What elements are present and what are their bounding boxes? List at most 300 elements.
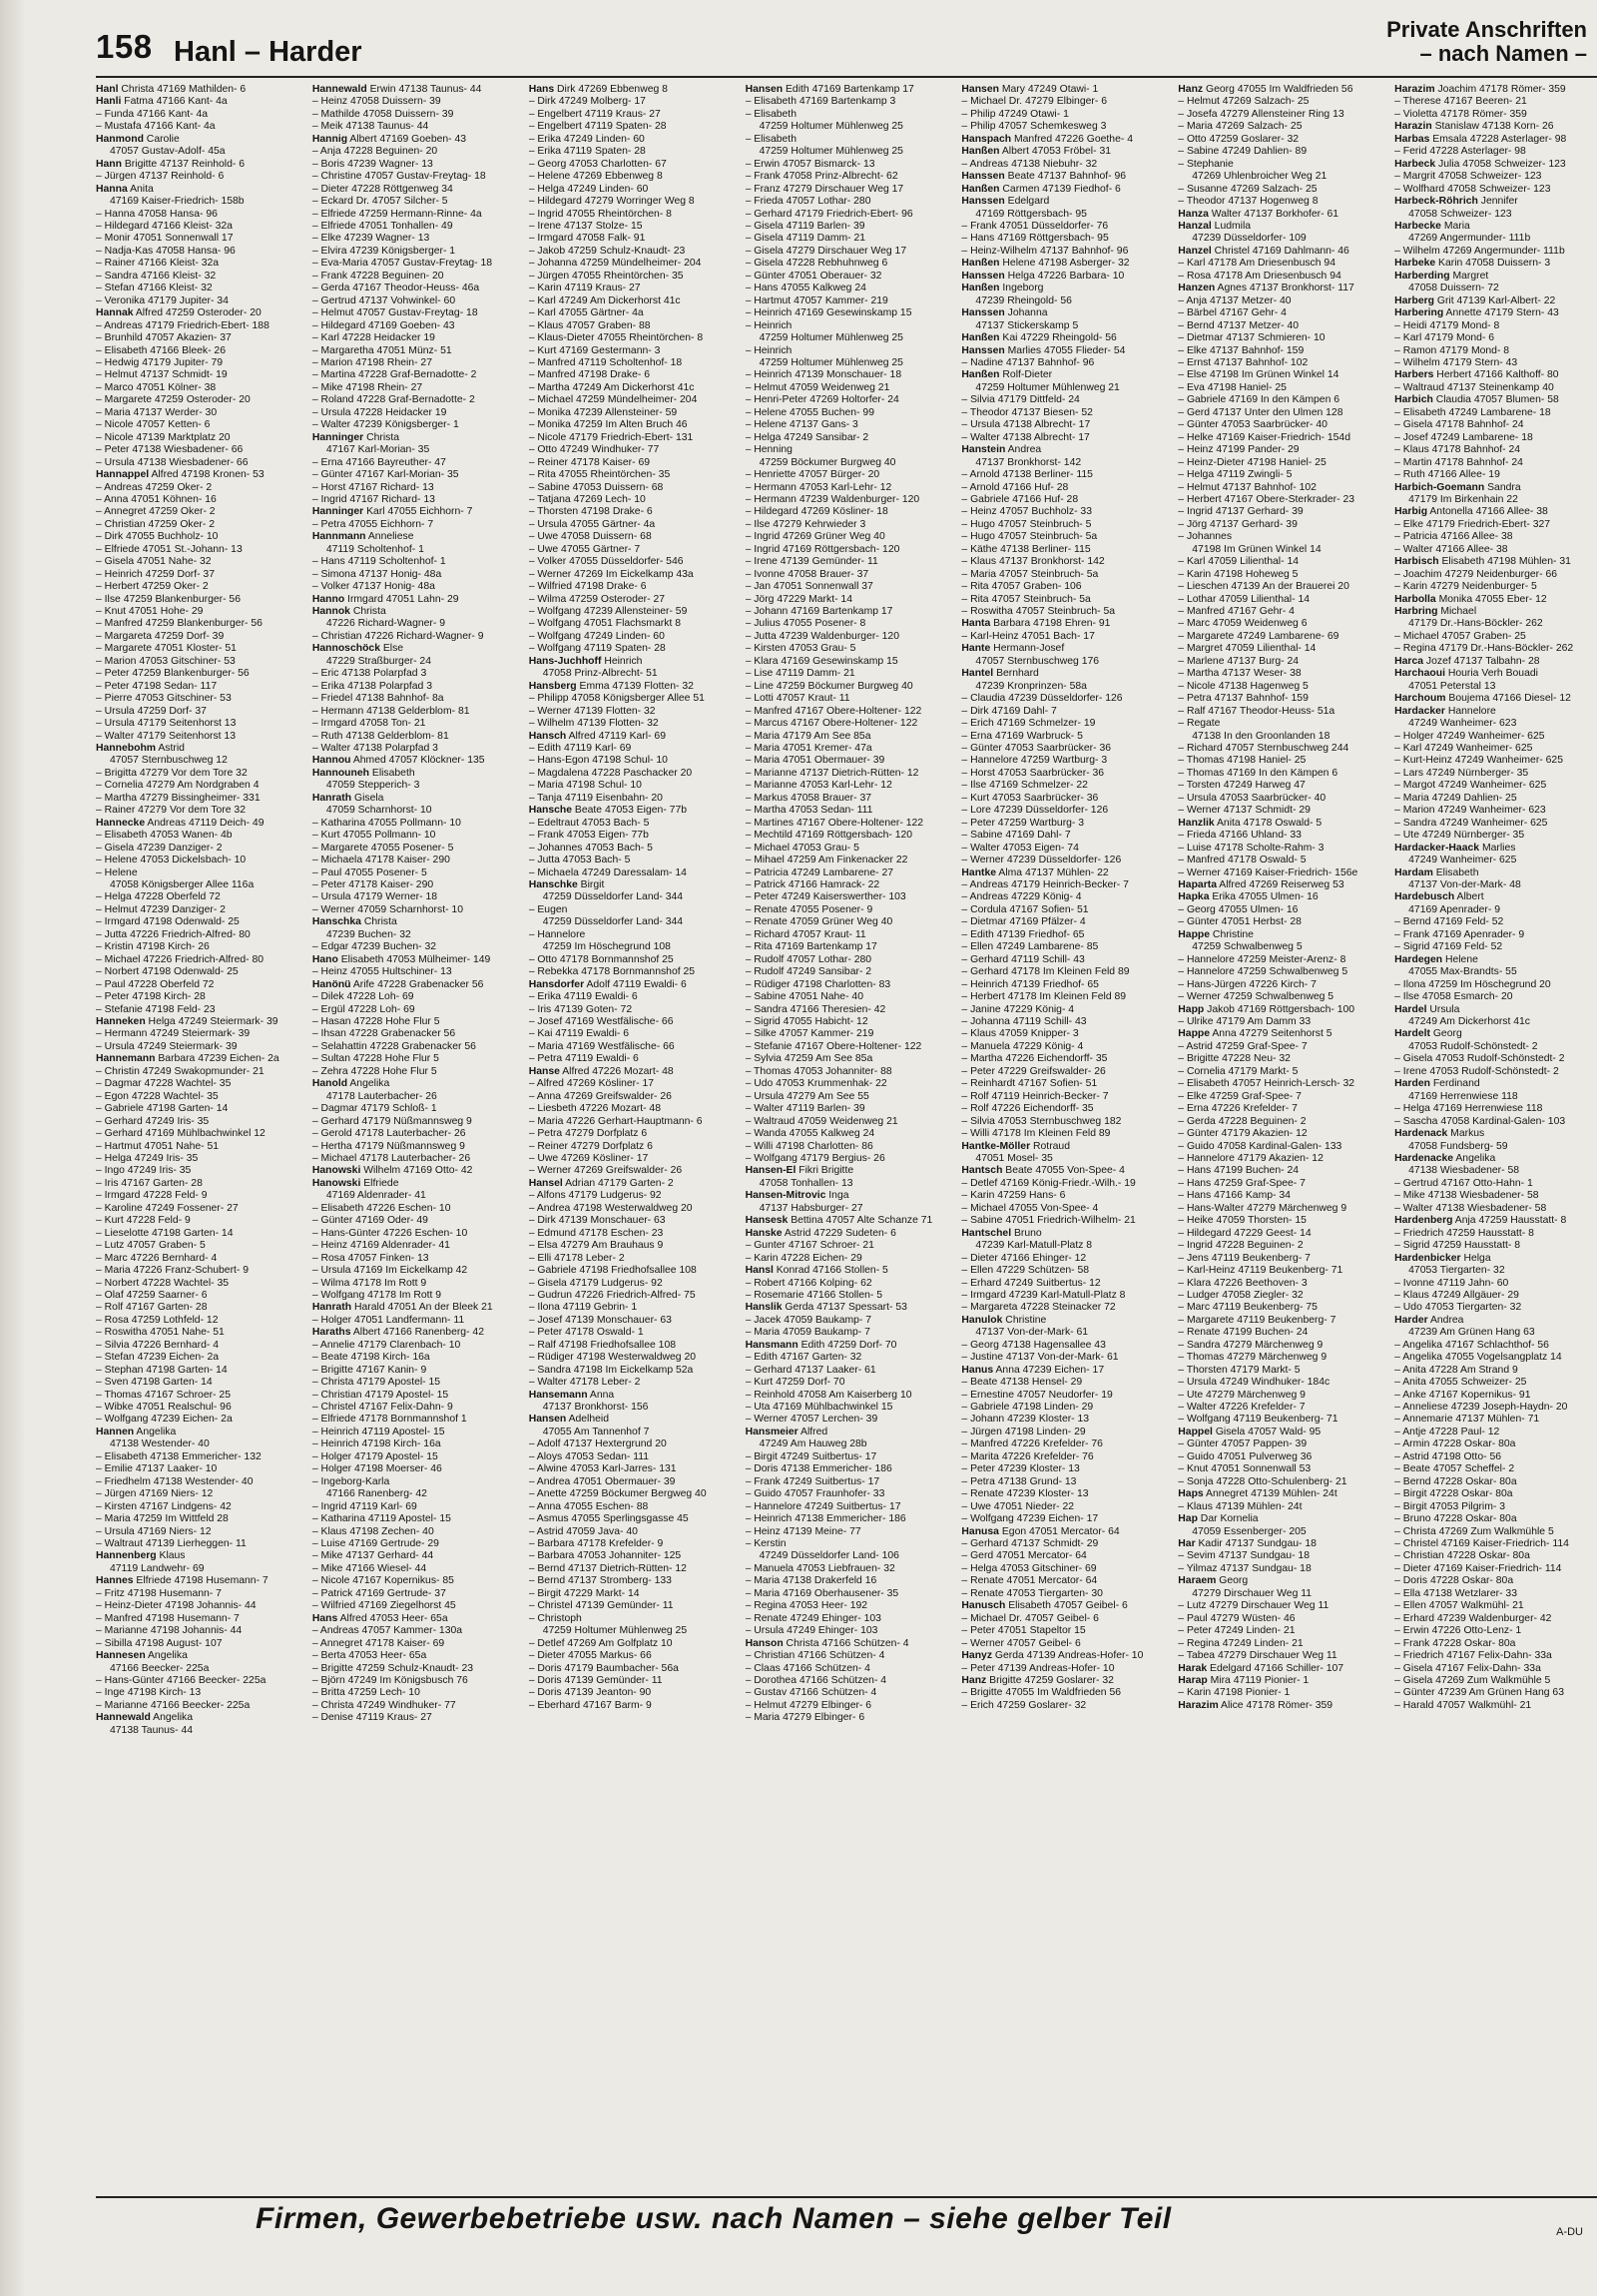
directory-entry: – Elisabeth 47138 Emmericher- 132 xyxy=(96,1450,262,1462)
directory-entry: – Karl 47059 Lilienthal- 14 xyxy=(1178,556,1300,568)
directory-entry: 47249 Am Dickerhorst 41c xyxy=(1408,1015,1531,1027)
directory-entry: – Stephan 47198 Garten- 14 xyxy=(96,1364,228,1376)
directory-entry: – Holger 47198 Moerser- 46 xyxy=(311,1463,442,1475)
directory-entry: Hanneken Helga 47249 Steiermark- 39 xyxy=(96,1015,278,1027)
directory-entry: – Christa 47249 Windhuker- 77 xyxy=(311,1699,456,1711)
directory-entry: Hanowski Wilhelm 47169 Otto- 42 xyxy=(311,1165,473,1177)
directory-entry: Harder Andrea xyxy=(1394,1314,1464,1326)
directory-entry: – Heidi 47179 Mond- 8 xyxy=(1394,319,1500,331)
directory-entry: 47059 Scharnhorst- 10 xyxy=(325,805,432,817)
directory-entry: – Petra 47055 Eichhorn- 7 xyxy=(311,518,434,530)
directory-entry: – Elli 47178 Leber- 2 xyxy=(528,1252,625,1264)
directory-entry: 47259 Schwalbenweg 5 xyxy=(1192,941,1303,953)
directory-entry: – Holger 47051 Landfermann- 11 xyxy=(311,1314,465,1326)
directory-entry: – Erich 47259 Goslarer- 32 xyxy=(961,1699,1087,1711)
directory-entry: – Michael 47055 Von-Spee- 4 xyxy=(961,1202,1099,1214)
directory-entry: Hansel Adrian 47179 Garten- 2 xyxy=(528,1177,674,1189)
directory-entry: 47058 Duissern- 72 xyxy=(1408,283,1499,294)
page-footer xyxy=(96,2196,1597,2246)
directory-entry: – Thorsten 47198 Drake- 6 xyxy=(528,506,653,518)
directory-entry: – Margareta 47259 Dorf- 39 xyxy=(96,630,225,642)
directory-entry: 47057 Sternbuschweg 12 xyxy=(110,755,228,767)
directory-entry: – Günter 47053 Saarbrücker- 36 xyxy=(961,743,1112,755)
directory-entry: – Christine 47057 Gustav-Freytag- 18 xyxy=(311,171,486,183)
directory-entry: – Simona 47137 Honig- 48a xyxy=(311,568,442,580)
directory-entry: 47249 Am Hauweg 28b xyxy=(759,1438,867,1450)
directory-entry: – Werner 47139 Flotten- 32 xyxy=(528,705,656,717)
directory-entry: – Dietmar 47169 Pfälzer- 4 xyxy=(961,916,1086,928)
directory-entry: Harbers Herbert 47166 Kalthoff- 80 xyxy=(1394,369,1559,381)
directory-entry: – Thorsten 47179 Markt- 5 xyxy=(1178,1364,1301,1376)
directory-column xyxy=(746,84,948,2185)
directory-entry: Harbas Emsala 47228 Asterlager- 98 xyxy=(1394,133,1567,145)
directory-entry: Harbering Annette 47179 Stern- 43 xyxy=(1394,307,1559,319)
footer-code: A-DU xyxy=(1556,2226,1583,2238)
directory-entry: Hanli Fatma 47166 Kant- 4a xyxy=(96,96,228,108)
directory-entry: Hannok Christa xyxy=(311,606,386,618)
directory-entry: – Günter 47169 Oder- 49 xyxy=(311,1215,428,1227)
directory-entry: Hanyz Gerda 47139 Andreas-Hofer- 10 xyxy=(961,1650,1144,1662)
directory-entry: – Manuela 47229 König- 4 xyxy=(961,1040,1084,1052)
directory-entry: – Christian 47228 Oskar- 80a xyxy=(1394,1550,1530,1562)
directory-entry: – Patrick 47166 Hamrack- 22 xyxy=(745,879,880,890)
directory-entry: – Irene 47139 Gemünder- 11 xyxy=(745,556,878,568)
directory-entry: – Irmgard 47239 Karl-Matull-Platz 8 xyxy=(961,1289,1126,1301)
directory-entry: Hannes Elfriede 47198 Husemann- 7 xyxy=(96,1575,268,1587)
directory-entry: – Werner 47239 Düsseldorfer- 126 xyxy=(961,855,1122,866)
directory-entry: – Knut 47051 Sonnenwall 53 xyxy=(1178,1463,1312,1475)
directory-entry: – Ingrid 47269 Grüner Weg 40 xyxy=(745,531,885,543)
directory-entry: – Ilona 47119 Gebrin- 1 xyxy=(528,1302,638,1314)
directory-entry: – Christoph xyxy=(528,1612,582,1624)
directory-entry: – Regina 47053 Heer- 192 xyxy=(745,1600,868,1612)
directory-entry: – Ursula 47259 Dorf- 37 xyxy=(96,705,207,717)
directory-entry: 47249 Wanheimer- 625 xyxy=(1408,855,1517,866)
directory-entry: – Rita 47057 Steinbruch- 5a xyxy=(961,593,1091,605)
directory-entry: Harbeke Karin 47058 Duissern- 3 xyxy=(1394,258,1551,270)
directory-entry: – Wolfgang 47051 Flachsmarkt 8 xyxy=(528,618,681,630)
directory-entry: – Horst 47053 Saarbrücker- 36 xyxy=(961,767,1105,779)
directory-entry: – Georg 47053 Charlotten- 67 xyxy=(528,158,667,170)
directory-entry: Harberding Margret xyxy=(1394,270,1489,282)
directory-entry: – Peter 47259 Wartburg- 3 xyxy=(961,817,1085,829)
directory-entry: – Gabriele 47198 Friedhofsallee 108 xyxy=(528,1265,697,1277)
directory-entry: 47178 Lauterbacher- 26 xyxy=(325,1090,437,1102)
directory-entry: 47239 Buchen- 32 xyxy=(325,928,411,940)
directory-entry: 47239 Rheingold- 56 xyxy=(975,294,1072,306)
directory-entry: 47259 Düsseldorfer Land- 344 xyxy=(542,891,684,903)
directory-entry: – Denise 47119 Kraus- 27 xyxy=(311,1712,432,1724)
directory-entry: Hans-Juchhoff Heinrich xyxy=(528,655,643,667)
directory-entry: – Richard 47057 Sternbuschweg 244 xyxy=(1178,743,1349,755)
directory-entry: – Martha 47279 Bissingheimer- 331 xyxy=(96,792,261,804)
directory-entry: Hanulok Christine xyxy=(961,1314,1047,1326)
directory-columns xyxy=(96,84,1597,2185)
directory-entry: – Hans-Günter 47226 Eschen- 10 xyxy=(311,1227,468,1239)
directory-entry: Hannewald Angelika xyxy=(96,1712,194,1724)
directory-entry: – Christian 47226 Richard-Wagner- 9 xyxy=(311,630,484,642)
directory-entry: – Günter 47167 Karl-Morian- 35 xyxy=(311,469,459,481)
directory-entry: – Eugen xyxy=(528,903,568,915)
directory-entry: Hanus Anna 47239 Eichen- 17 xyxy=(961,1364,1105,1376)
directory-entry: 47166 Ranenberg- 42 xyxy=(325,1488,427,1500)
directory-entry: Hanninger Karl 47055 Eichhorn- 7 xyxy=(311,506,473,518)
directory-entry: – Julius 47055 Posener- 8 xyxy=(745,618,866,630)
directory-entry: – Gisela 47167 Felix-Dahn- 33a xyxy=(1394,1662,1541,1674)
directory-entry: – Werner 47259 Schwalbenweg 5 xyxy=(1178,991,1334,1003)
directory-entry: – Lore 47239 Düsseldorfer- 126 xyxy=(961,805,1109,817)
directory-entry: – Hannelore 47249 Suitbertus- 17 xyxy=(745,1500,901,1512)
directory-entry: – Kirsten 47053 Grau- 5 xyxy=(745,643,856,655)
directory-entry: Hann Brigitte 47137 Reinhold- 6 xyxy=(96,158,246,170)
directory-entry: – Jürgen 47169 Niers- 12 xyxy=(96,1488,214,1500)
directory-entry: – Birgit 47053 Pilgrim- 3 xyxy=(1394,1500,1506,1512)
directory-entry: – Gertrud 47137 Vohwinkel- 60 xyxy=(311,294,456,306)
directory-entry: – Manfred 47167 Obere-Holtener- 122 xyxy=(745,705,922,717)
directory-entry: 47169 Aldenrader- 41 xyxy=(325,1190,426,1202)
directory-entry: – Philip 47249 Otawi- 1 xyxy=(961,108,1069,120)
directory-entry: – Claudia 47239 Düsseldorfer- 126 xyxy=(961,693,1123,705)
directory-entry: – Emilie 47137 Laaker- 10 xyxy=(96,1463,218,1475)
directory-entry: Hannmann Anneliese xyxy=(311,531,414,543)
directory-entry: – Ellen 47229 Schützen- 58 xyxy=(961,1265,1090,1277)
directory-entry: – Elfriede 47051 St.-Johann- 13 xyxy=(96,543,243,555)
directory-entry: – Michaela 47249 Daressalam- 14 xyxy=(528,866,687,878)
directory-entry: – Reiner 47279 Dorfplatz 6 xyxy=(528,1140,653,1152)
directory-entry: – Karin 47259 Hans- 6 xyxy=(961,1190,1066,1202)
directory-entry: – Elke 47259 Graf-Spee- 7 xyxy=(1178,1090,1302,1102)
directory-entry: – Ingo 47249 Iris- 35 xyxy=(96,1165,192,1177)
directory-entry: – Klaus 47137 Bronkhorst- 142 xyxy=(961,556,1105,568)
directory-entry: – Andreas 47057 Kammer- 130a xyxy=(311,1625,463,1637)
directory-entry: – Henri-Peter 47269 Holtorfer- 24 xyxy=(745,394,899,406)
directory-entry: – Ilona 47259 Im Höschegrund 20 xyxy=(1394,978,1551,990)
directory-entry: – Christa 47269 Zum Walkmühle 5 xyxy=(1394,1525,1554,1537)
directory-entry: Harchaoui Houria Verh Bouadi xyxy=(1394,668,1538,680)
directory-entry: – Wilfried 47169 Ziegelhorst 45 xyxy=(311,1600,456,1612)
directory-entry: – Bernd 47228 Oskar- 80a xyxy=(1394,1475,1517,1487)
directory-entry: – Maria 47059 Baukamp- 7 xyxy=(745,1327,870,1339)
directory-entry: Hanssen Johanna xyxy=(961,307,1048,319)
directory-entry: – Thomas 47279 Märchenweg 9 xyxy=(1178,1352,1328,1364)
directory-entry: – Maria 47051 Kremer- 47a xyxy=(745,743,872,755)
directory-entry: – Jörg 47229 Markt- 14 xyxy=(745,593,852,605)
directory-entry: – Marianne 47166 Beecker- 225a xyxy=(96,1699,251,1711)
directory-entry: – Hans 47259 Graf-Spee- 7 xyxy=(1178,1177,1306,1189)
directory-entry: – Ursula 47055 Gärtner- 4a xyxy=(528,518,656,530)
directory-entry: – Renate 47199 Buchen- 24 xyxy=(1178,1327,1309,1339)
header-rule xyxy=(96,76,1597,78)
directory-entry: – Edeltraut 47053 Bach- 5 xyxy=(528,817,650,829)
directory-entry: – Maria 47057 Steinbruch- 5a xyxy=(961,568,1099,580)
directory-entry: – Ursula 47138 Albrecht- 17 xyxy=(961,419,1091,431)
directory-entry: – Hildegard 47279 Worringer Weg 8 xyxy=(528,196,695,208)
directory-entry: – Roswitha 47057 Steinbruch- 5a xyxy=(961,606,1116,618)
directory-entry: 47051 Mosel- 35 xyxy=(975,1152,1053,1164)
directory-entry: – Walter 47138 Wiesbadener- 58 xyxy=(1394,1202,1547,1214)
directory-entry: – Klaus 47198 Zechen- 40 xyxy=(311,1525,434,1537)
directory-entry: 47239 Kronprinzen- 58a xyxy=(975,680,1087,692)
directory-entry: – Helke 47169 Kaiser-Friedrich- 154d xyxy=(1178,431,1350,443)
directory-entry: – Klaus 47139 Mühlen- 24t xyxy=(1178,1500,1303,1512)
directory-entry: 47259 Holtumer Mühlenweg 25 xyxy=(759,121,903,133)
directory-column xyxy=(1394,84,1597,2185)
directory-entry: – Martha 47053 Sedan- 111 xyxy=(745,805,873,817)
directory-entry: – Peter 47051 Stapeltor 15 xyxy=(961,1625,1086,1637)
directory-entry: – Heinrich 47139 Friedhof- 65 xyxy=(961,978,1099,990)
directory-entry: – Kurt-Heinz 47249 Wanheimer- 625 xyxy=(1394,755,1563,767)
directory-entry: Hanninger Christa xyxy=(311,431,400,443)
directory-entry: – Tabea 47279 Dirschauer Weg 11 xyxy=(1178,1650,1337,1662)
directory-entry: 47269 Uhlenbroicher Weg 21 xyxy=(1192,171,1328,183)
directory-entry: – Irmgard 47058 Falk- 91 xyxy=(528,233,646,245)
directory-entry: – Janine 47229 König- 4 xyxy=(961,1003,1075,1015)
directory-entry: – Herbert 47167 Obere-Sterkrader- 23 xyxy=(1178,493,1355,505)
directory-entry: – Hertha 47179 Nüßmannsweg 9 xyxy=(311,1140,465,1152)
directory-entry: – Volker 47137 Honig- 48a xyxy=(311,581,435,593)
directory-entry: – Stefan 47166 Kleist- 32 xyxy=(96,283,213,294)
directory-entry: – Mechtild 47169 Röttgersbach- 120 xyxy=(745,830,913,842)
directory-entry: – Ruth 47166 Allee- 19 xyxy=(1394,469,1500,481)
directory-entry: – Doris 47138 Emmericher- 186 xyxy=(745,1463,892,1475)
directory-entry: 47138 Wiesbadener- 58 xyxy=(1408,1165,1520,1177)
directory-entry: – Nadine 47137 Bahnhof- 96 xyxy=(961,356,1095,368)
directory-entry: – Christel 47167 Felix-Dahn- 9 xyxy=(311,1402,453,1414)
directory-entry: – Uwe 47055 Gärtner- 7 xyxy=(528,543,641,555)
directory-entry: – Marc 47119 Beukenberg- 75 xyxy=(1178,1302,1318,1314)
directory-entry: – Heinz 47139 Meine- 77 xyxy=(745,1525,861,1537)
directory-entry: – Marcus 47167 Obere-Holtener- 122 xyxy=(745,718,918,730)
directory-entry: Hanßen Albert 47053 Fröbel- 31 xyxy=(961,146,1112,158)
directory-entry: – Jakob 47259 Schulz-Knaudt- 23 xyxy=(528,245,686,257)
directory-entry: Harbecke Maria xyxy=(1394,220,1470,232)
directory-entry: – Marc 47226 Bernhard- 4 xyxy=(96,1252,218,1264)
directory-entry: – Reinhardt 47167 Sofien- 51 xyxy=(961,1078,1098,1090)
directory-entry: – Maria 47138 Drakerfeld 16 xyxy=(745,1575,877,1587)
directory-entry: – Mathilde 47058 Duissern- 39 xyxy=(311,108,454,120)
directory-entry: – Elfriede 47178 Bornmannshof 1 xyxy=(311,1414,467,1426)
directory-entry: Harberg Grit 47139 Karl-Albert- 22 xyxy=(1394,294,1556,306)
directory-entry: Hantke-Möller Rotraud xyxy=(961,1140,1070,1152)
directory-entry: Happel Gisela 47057 Wald- 95 xyxy=(1178,1426,1322,1437)
directory-entry: – Line 47259 Böckumer Burgweg 40 xyxy=(745,680,913,692)
directory-entry: – Sigrid 47169 Feld- 52 xyxy=(1394,941,1503,953)
directory-entry: – Henning xyxy=(745,444,793,456)
directory-entry: – Heinz 47057 Buchholz- 33 xyxy=(961,506,1092,518)
directory-entry: Hardam Elisabeth xyxy=(1394,866,1479,878)
directory-entry: – Jürgen 47198 Linden- 29 xyxy=(961,1426,1086,1437)
directory-entry: Hanssen Helga 47226 Barbara- 10 xyxy=(961,270,1125,282)
directory-entry: – Ute 47279 Märchenweg 9 xyxy=(1178,1389,1306,1401)
directory-entry: 47138 In den Groonlanden 18 xyxy=(1192,730,1331,742)
directory-entry: – Marion 47053 Gitschiner- 53 xyxy=(96,655,236,667)
directory-entry: – Helene xyxy=(96,866,138,878)
directory-entry: – Werner 47269 Greifswalder- 26 xyxy=(528,1165,683,1177)
directory-entry: – Michael Dr. 47279 Elbinger- 6 xyxy=(961,96,1107,108)
directory-entry: – Maria 47051 Obermauer- 39 xyxy=(745,755,885,767)
directory-entry: Hanßen Ingeborg xyxy=(961,283,1044,294)
directory-entry: – Josef 47249 Lambarene- 18 xyxy=(1394,431,1533,443)
directory-entry: – Helene 47053 Dickelsbach- 10 xyxy=(96,855,247,866)
directory-entry: Hardacker-Haack Marlies xyxy=(1394,842,1516,854)
directory-entry: – Frank 47058 Prinz-Albrecht- 62 xyxy=(745,171,898,183)
directory-entry: – Stephanie xyxy=(1178,158,1234,170)
directory-entry: – Günter 47051 Oberauer- 32 xyxy=(745,270,882,282)
directory-entry: – Horst 47167 Richard- 13 xyxy=(311,481,434,493)
directory-entry: – Michael 47178 Lauterbacher- 26 xyxy=(311,1152,471,1164)
directory-entry: 47057 Gustav-Adolf- 45a xyxy=(110,146,226,158)
directory-entry: – Gisela 47269 Zum Walkmühle 5 xyxy=(1394,1675,1551,1686)
directory-entry: Happ Jakob 47169 Röttgersbach- 100 xyxy=(1178,1003,1355,1015)
directory-entry: – Engelbert 47119 Spaten- 28 xyxy=(528,121,667,133)
directory-entry: – Rosa 47178 Am Driesenbusch 94 xyxy=(1178,270,1341,282)
directory-entry: – Reiner 47178 Kaiser- 69 xyxy=(528,456,651,468)
directory-entry: – Lars 47249 Nürnberger- 35 xyxy=(1394,767,1529,779)
directory-entry: – Hannelore 47259 Meister-Arenz- 8 xyxy=(1178,953,1346,965)
directory-entry: – Petra 47137 Bahnhof- 159 xyxy=(1178,693,1309,705)
directory-entry: – Luise 47169 Gertrude- 29 xyxy=(311,1538,439,1550)
directory-entry: – Sandra 47166 Kleist- 32 xyxy=(96,270,217,282)
directory-entry: – Hermann 47249 Steiermark- 39 xyxy=(96,1028,251,1040)
directory-entry: – Gisela 47119 Damm- 21 xyxy=(745,233,866,245)
directory-entry: – Astrid 47198 Otto- 56 xyxy=(1394,1450,1501,1462)
directory-entry: – Ivonne 47058 Brauer- 37 xyxy=(745,568,869,580)
directory-entry: – Peter 47249 Linden- 21 xyxy=(1178,1625,1296,1637)
directory-entry: – Doris 47139 Gemünder- 11 xyxy=(528,1675,663,1686)
directory-entry: – Ursula 47169 Niers- 12 xyxy=(96,1525,212,1537)
directory-entry: – Heinrich 47139 Monschauer- 18 xyxy=(745,369,902,381)
directory-entry: – Margarete 47055 Posener- 5 xyxy=(311,842,454,854)
directory-entry: – Dieter 47166 Ehinger- 12 xyxy=(961,1252,1087,1264)
directory-entry: – Paul 47228 Oberfeld 72 xyxy=(96,978,215,990)
directory-entry: – Annelie 47179 Clarenbach- 10 xyxy=(311,1339,461,1351)
directory-entry: – Eric 47138 Polarpfad 3 xyxy=(311,668,427,680)
directory-entry: – Helmut 47137 Schmidt- 19 xyxy=(96,369,228,381)
directory-entry: – Ivonne 47119 Jahn- 60 xyxy=(1394,1277,1509,1289)
directory-entry: – Adolf 47137 Hextergrund 20 xyxy=(528,1438,667,1450)
directory-entry: – Peter 47198 Kirch- 28 xyxy=(96,991,206,1003)
directory-entry: – Walter 47119 Barlen- 39 xyxy=(745,1103,865,1115)
directory-entry: – Jutta 47053 Bach- 5 xyxy=(528,855,631,866)
directory-entry: – Gerhard 47179 Friedrich-Ebert- 96 xyxy=(745,208,913,220)
directory-entry: – Marion 47249 Wanheimer- 623 xyxy=(1394,805,1546,817)
directory-entry: – Luise 47178 Scholte-Rahm- 3 xyxy=(1178,842,1325,854)
directory-entry: – Heinz 47199 Pander- 29 xyxy=(1178,444,1300,456)
directory-entry: – Harald 47057 Walkmühl- 21 xyxy=(1394,1699,1532,1711)
directory-entry: – Hugo 47057 Steinbruch- 5 xyxy=(961,518,1092,530)
directory-entry: – Tanja 47119 Eisenbahn- 20 xyxy=(528,792,663,804)
directory-entry: – Barbara 47053 Johanniter- 125 xyxy=(528,1550,682,1562)
directory-entry: – Dirk 47139 Monschauer- 63 xyxy=(528,1215,666,1227)
directory-entry: – Renate 47059 Grüner Weg 40 xyxy=(745,916,893,928)
directory-entry: – Manfred 47119 Scholtenhof- 18 xyxy=(528,356,683,368)
directory-entry: – Elfriede 47051 Tonhallen- 49 xyxy=(311,220,453,232)
directory-entry: 47058 Königsberger Allee 116a xyxy=(110,879,255,890)
directory-entry: – Ursula 47053 Saarbrücker- 40 xyxy=(1178,792,1327,804)
directory-entry: Hansen Adelheid xyxy=(528,1414,610,1426)
directory-entry: – Dieter 47055 Markus- 66 xyxy=(528,1650,652,1662)
directory-entry: – Asmus 47055 Sperlingsgasse 45 xyxy=(528,1513,689,1525)
directory-entry: – Gisela 47228 Rebhuhnweg 6 xyxy=(745,258,888,270)
directory-entry: – Walter 47239 Königsberger- 1 xyxy=(311,419,459,431)
directory-entry: 47198 Im Grünen Winkel 14 xyxy=(1192,543,1322,555)
directory-entry: – Christa 47179 Apostel- 15 xyxy=(311,1377,441,1389)
directory-entry: Harbich-Goemann Sandra xyxy=(1394,481,1521,493)
directory-entry: – Thomas 47169 In den Kämpen 6 xyxy=(1178,767,1338,779)
directory-entry: – Margarete 47249 Lambarene- 69 xyxy=(1178,630,1339,642)
directory-entry: Hapka Erika 47055 Ulmen- 16 xyxy=(1178,891,1319,903)
directory-entry: – Andreas 47229 König- 4 xyxy=(961,891,1082,903)
directory-entry: – Angelika 47167 Schlachthof- 56 xyxy=(1394,1339,1549,1351)
directory-entry: – Beate 47198 Kirch- 16a xyxy=(311,1352,430,1364)
directory-entry: Hante Hermann-Josef xyxy=(961,643,1065,655)
directory-entry: – Rita 47057 Graben- 106 xyxy=(961,581,1082,593)
directory-entry: – Violetta 47178 Römer- 359 xyxy=(1394,108,1527,120)
directory-entry: – Günter 47057 Pappen- 39 xyxy=(1178,1438,1308,1450)
directory-entry: – Ursula 47249 Windhuker- 184c xyxy=(1178,1377,1331,1389)
directory-entry: – Rudolf 47057 Lothar- 280 xyxy=(745,953,872,965)
directory-entry: – Ingrid 47169 Röttgersbach- 120 xyxy=(745,543,900,555)
directory-entry: – Kurt 47228 Feld- 9 xyxy=(96,1215,191,1227)
directory-entry: – Helga 47119 Zwingli- 5 xyxy=(1178,469,1293,481)
directory-entry: – Helene 47055 Buchen- 99 xyxy=(745,406,874,418)
directory-entry: – Klaus 47178 Bahnhof- 24 xyxy=(1394,444,1521,456)
directory-entry: – Torsten 47249 Harweg 47 xyxy=(1178,780,1306,792)
directory-entry: Hardel Ursula xyxy=(1394,1003,1460,1015)
directory-entry: – Erika 47138 Polarpfad 3 xyxy=(311,680,432,692)
directory-entry: Haraths Albert 47166 Ranenberg- 42 xyxy=(311,1327,484,1339)
directory-entry: – Susanne 47269 Salzach- 25 xyxy=(1178,183,1318,195)
directory-entry: – Frank 47053 Eigen- 77b xyxy=(528,830,649,842)
directory-entry: Hanusch Elisabeth 47057 Geibel- 6 xyxy=(961,1600,1128,1612)
directory-entry: – Willi 47198 Charlotten- 86 xyxy=(745,1140,873,1152)
directory-entry: – Rolf 47226 Eichendorff- 35 xyxy=(961,1103,1094,1115)
directory-entry: Harbisch Elisabeth 47198 Mühlen- 31 xyxy=(1394,556,1571,568)
directory-entry: – Renate 47055 Posener- 9 xyxy=(745,903,873,915)
directory-entry: – Silvia 47179 Dittfeld- 24 xyxy=(961,394,1080,406)
directory-entry: – Rüdiger 47198 Westerwaldweg 20 xyxy=(528,1352,697,1364)
directory-entry: – Ilse 47169 Schmelzer- 22 xyxy=(961,780,1088,792)
directory-entry: – Sigrid 47259 Hausstatt- 8 xyxy=(1394,1240,1521,1252)
directory-entry: – Erwin 47057 Bismarck- 13 xyxy=(745,158,875,170)
directory-entry: – Walter 47138 Albrecht- 17 xyxy=(961,431,1090,443)
directory-entry: – Nicole 47057 Ketten- 6 xyxy=(96,419,211,431)
directory-entry: Hannesen Angelika xyxy=(96,1650,188,1662)
directory-entry: – Christian 47166 Schützen- 4 xyxy=(745,1650,885,1662)
directory-entry: – Heinz-Dieter 47198 Johannis- 44 xyxy=(96,1600,257,1612)
directory-entry: – Robert 47166 Kolping- 62 xyxy=(745,1277,872,1289)
directory-entry: – Petra 47119 Ewaldi- 6 xyxy=(528,1053,639,1065)
directory-entry: – Gerold 47178 Lauterbacher- 26 xyxy=(311,1128,466,1140)
directory-entry: – Gunter 47167 Schroer- 21 xyxy=(745,1240,874,1252)
directory-entry: – Hildegard 47269 Kösliner- 18 xyxy=(745,506,888,518)
page-header xyxy=(96,17,1597,72)
directory-entry: – Klaus 47059 Knipper- 3 xyxy=(961,1028,1079,1040)
directory-entry: – Michael 47053 Grau- 5 xyxy=(745,842,859,854)
directory-column xyxy=(1178,84,1380,2185)
directory-entry: – Manfred 47226 Krefelder- 76 xyxy=(961,1438,1103,1450)
directory-entry: – Maria 47137 Werder- 30 xyxy=(96,406,218,418)
directory-entry: Hansche Beate 47053 Eigen- 77b xyxy=(528,805,687,817)
directory-entry: – Irmgard 47228 Feld- 9 xyxy=(96,1190,208,1202)
directory-entry: 47169 Apenrader- 9 xyxy=(1408,903,1500,915)
directory-entry: – Margareta 47228 Steinacker 72 xyxy=(961,1302,1116,1314)
directory-entry: – Frank 47169 Apenrader- 9 xyxy=(1394,928,1525,940)
directory-entry: – Silvia 47053 Sternbuschweg 182 xyxy=(961,1115,1122,1127)
directory-entry: 47169 Röttgersbach- 95 xyxy=(975,208,1087,220)
directory-entry: 47058 Schweizer- 123 xyxy=(1408,208,1512,220)
footer-rule xyxy=(96,2196,1597,2198)
